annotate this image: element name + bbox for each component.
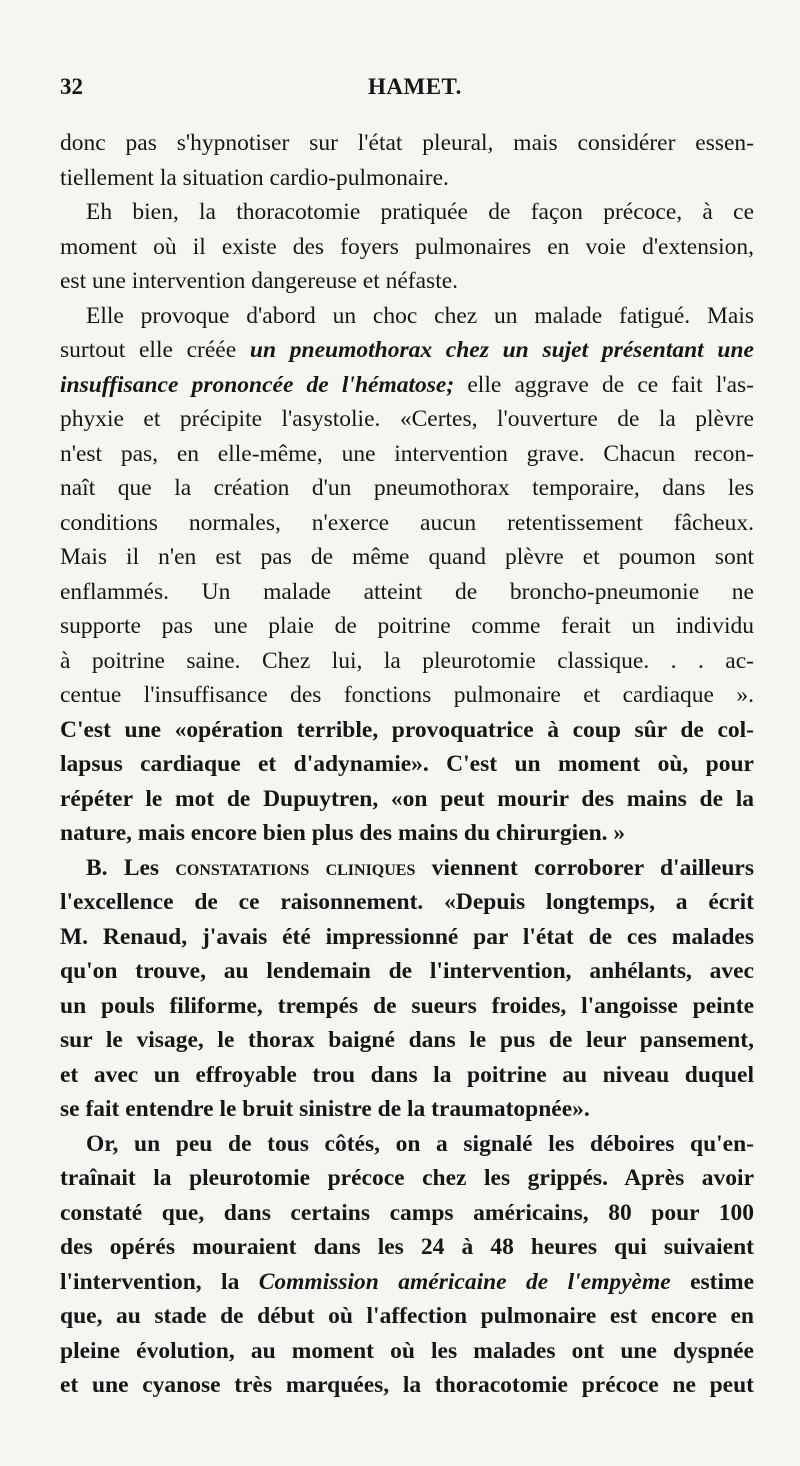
text-line [60,264,754,299]
text-line [60,920,754,955]
text-line [60,851,754,886]
body-text [60,126,754,1403]
text-line [60,161,754,196]
text-line [60,540,754,575]
text-line [60,1092,754,1127]
text-line [60,1230,754,1265]
text-segment: et une cyanose très marquées, la thoracotomie précoce ne peut [60,1372,754,1398]
text-segment: phyxie et précipite l'asystolie. «Certes, l'ouverture de la plèvre [60,406,754,432]
text-line [60,816,754,851]
text-line [60,471,754,506]
text-segment: sur le visage, le thorax baigné dans le pus de leur pansement, [60,1027,754,1053]
text-segment: tiellement la situation cardio-pulmonaire. [60,164,449,191]
text-segment: naît que la création d'un pneumothorax temporaire, dans les [60,475,754,501]
text-line [60,1334,754,1369]
text-segment: donc pas s'hypnotiser sur l'état pleural, mais considérer essen- [60,130,754,156]
text-line [60,195,754,230]
text-segment: Elle provoque d'abord un choc chez un malade fatigué. Mais [86,302,754,329]
text-line [60,644,754,679]
text-segment: l'excellence de ce raisonnement. «Depuis longtemps, a écrit [60,889,754,915]
text-segment: elle aggrave de ce fait l'as- [454,371,754,398]
text-line [60,1161,754,1196]
text-segment: centue l'insuffisance des fonctions pulmonaire et cardiaque ». [60,682,754,708]
text-segment: conditions normales, n'exerce aucun retentissement fâcheux. [60,509,754,536]
italic-text: Commission américaine de l'empyème [258,1268,671,1295]
text-line [60,1196,754,1231]
text-segment: un pouls filiforme, trempés de sueurs froides, l'angoisse peinte [60,992,754,1019]
text-segment: Or, un peu de tous côtés, on a signalé les déboires qu'en- [86,1130,754,1157]
text-segment: B. Les [86,854,176,881]
text-line [60,1127,754,1162]
text-line [60,402,754,437]
text-line [60,1265,754,1300]
text-line [60,506,754,541]
text-segment: enflammés. Un malade atteint de broncho-pneumonie ne [60,578,754,605]
text-line [60,126,754,161]
running-head: HAMET. [368,74,462,99]
italic-text: insuffisance prononcée de l'hématose; [60,371,455,398]
text-segment: et avec un effroyable trou dans la poitrine au niveau duquel [60,1061,754,1088]
text-segment: traînait la pleurotomie précoce chez les grippés. Après avoir [60,1165,754,1191]
text-segment: Eh bien, la thoracotomie pratiquée de façon précoce, à ce [86,199,754,225]
text-line [60,1023,754,1058]
text-segment: que, au stade de début où l'affection pulmonaire est encore en [60,1303,754,1329]
text-segment: à poitrine saine. Chez lui, la pleurotomie classique. . . ac- [60,647,754,674]
text-segment: est une intervention dangereuse et néfaste. [60,268,459,294]
text-line [60,678,754,713]
text-segment: estime [670,1268,754,1295]
text-segment: M. Renaud, j'avais été impressionné par l'état de ces malades [60,923,754,950]
text-segment: surtout elle créée [60,337,250,363]
text-line [60,989,754,1024]
text-segment: n'est pas, en elle-même, une intervention grave. Chacun recon- [60,440,754,467]
text-segment: C'est une «opération terrible, provoquatrice à coup sûr de col- [60,716,754,743]
text-segment: viennent corroborer d'ailleurs [415,854,754,881]
text-line [60,1368,754,1403]
text-line [60,1299,754,1334]
text-segment: qu'on trouve, au lendemain de l'intervention, anhélants, avec [60,958,754,984]
text-line [60,230,754,265]
text-line [60,609,754,644]
text-segment: répéter le mot de Dupuytren, «on peut mourir des mains de la [60,785,754,812]
text-segment: moment où il existe des foyers pulmonaires en voie d'extension, [60,233,754,260]
text-line [60,437,754,472]
page-header [60,74,754,114]
italic-text: un pneumothorax chez un sujet présentant une [249,337,754,363]
page-number: 32 [60,74,83,99]
text-segment: l'intervention, la [60,1268,259,1295]
text-line [60,333,754,368]
text-line [60,368,754,403]
text-segment: Mais il n'en est pas de même quand plèvre et poumon sont [60,544,754,570]
text-segment: nature, mais encore bien plus des mains du chirurgien. » [60,820,626,846]
text-line [60,713,754,748]
text-line [60,954,754,989]
text-line [60,299,754,334]
text-segment: pleine évolution, au moment où les malades ont une dyspnée [60,1337,754,1364]
text-segment: des opérés mouraient dans les 24 à 48 heures qui suivaient [60,1234,754,1260]
text-line [60,1058,754,1093]
text-segment: supporte pas une plaie de poitrine comme ferait un individu [60,613,754,639]
text-line [60,575,754,610]
text-line [60,747,754,782]
text-line [60,885,754,920]
text-segment: lapsus cardiaque et d'adynamie». C'est un moment où, pour [60,751,754,777]
text-line [60,782,754,817]
text-segment: se fait entendre le bruit sinistre de la traumatopnée». [60,1096,590,1122]
text-segment: constaté que, dans certains camps américains, 80 pour 100 [60,1199,754,1226]
small-caps-text: constatations cliniques [175,854,416,881]
